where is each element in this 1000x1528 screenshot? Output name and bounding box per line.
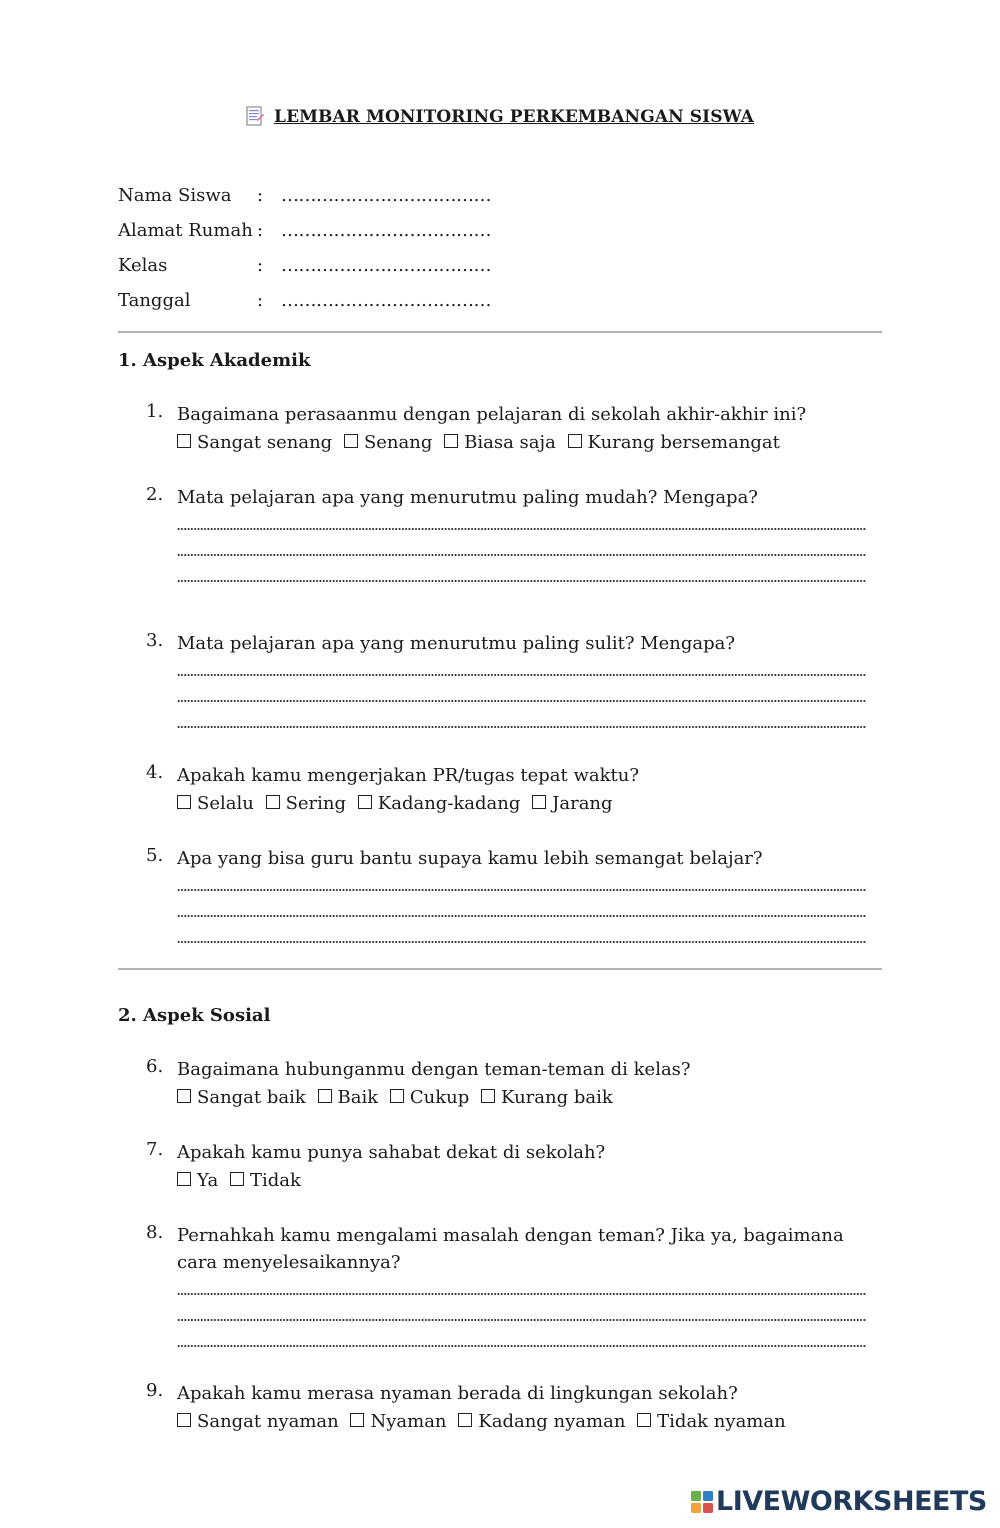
nama-siswa-field[interactable]: ……………………………… <box>281 185 491 206</box>
answer-line[interactable] <box>177 657 867 683</box>
answer-line[interactable] <box>177 1302 867 1328</box>
document-title <box>0 106 1000 127</box>
answer-line[interactable] <box>177 898 867 924</box>
memo-icon <box>246 106 264 126</box>
checkbox[interactable] <box>230 1172 244 1186</box>
info-row-nama <box>118 178 491 213</box>
option-label: Kadang-kadang <box>377 793 521 814</box>
question-2 <box>146 484 886 589</box>
question-text: Bagaimana hubunganmu dengan teman-teman di kelas? <box>177 1059 691 1080</box>
option-label: Sangat nyaman <box>197 1411 339 1432</box>
answer-options <box>177 789 886 819</box>
answer-line[interactable] <box>177 1328 867 1354</box>
logo-text: LIVEWORKSHEETS <box>716 1486 987 1517</box>
option-label: Kurang bersemangat <box>587 432 780 453</box>
info-colon: : <box>257 290 264 311</box>
option-label: Tidak nyaman <box>657 1411 786 1432</box>
info-label: Tanggal <box>118 290 191 311</box>
checkbox[interactable] <box>177 1413 191 1427</box>
checkbox[interactable] <box>350 1413 364 1427</box>
kelas-field[interactable]: ……………………………… <box>281 255 491 276</box>
question-number: 1. <box>146 401 164 422</box>
question-number: 5. <box>146 845 164 866</box>
checkbox[interactable] <box>177 434 191 448</box>
question-text: Mata pelajaran apa yang menurutmu paling sulit? Mengapa? <box>177 633 736 654</box>
answer-line[interactable] <box>177 709 867 735</box>
checkbox[interactable] <box>481 1089 495 1103</box>
question-text: Apakah kamu punya sahabat dekat di sekolah? <box>177 1142 606 1163</box>
info-row-tanggal <box>118 283 491 318</box>
question-text: Apakah kamu merasa nyaman berada di lingkungan sekolah? <box>177 1383 738 1404</box>
answer-options <box>177 1083 886 1113</box>
question-7 <box>146 1139 886 1196</box>
checkbox[interactable] <box>177 1089 191 1103</box>
question-4 <box>146 762 886 819</box>
answer-options <box>177 1407 886 1437</box>
option-label: Cukup <box>409 1087 470 1108</box>
question-9 <box>146 1380 886 1437</box>
question-number: 8. <box>146 1222 164 1243</box>
question-number: 6. <box>146 1056 164 1077</box>
answer-options <box>177 1166 886 1196</box>
question-text: Apakah kamu mengerjakan PR/tugas tepat waktu? <box>177 765 639 786</box>
checkbox[interactable] <box>390 1089 404 1103</box>
alamat-rumah-field[interactable]: ……………………………… <box>281 220 491 241</box>
question-6 <box>146 1056 886 1113</box>
divider <box>118 331 882 333</box>
info-label: Kelas <box>118 255 168 276</box>
question-number: 4. <box>146 762 164 783</box>
answer-line[interactable] <box>177 924 867 950</box>
checkbox[interactable] <box>266 795 280 809</box>
checkbox[interactable] <box>177 795 191 809</box>
liveworksheets-logo-icon <box>690 1490 714 1514</box>
option-label: Ya <box>197 1170 219 1191</box>
liveworksheets-logo <box>690 1486 987 1517</box>
checkbox[interactable] <box>344 434 358 448</box>
student-info <box>118 178 491 318</box>
question-8 <box>146 1222 886 1354</box>
info-row-kelas <box>118 248 491 283</box>
option-label: Sangat senang <box>197 432 333 453</box>
question-1 <box>146 401 886 458</box>
question-number: 7. <box>146 1139 164 1160</box>
checkbox[interactable] <box>444 434 458 448</box>
question-3 <box>146 630 886 735</box>
answer-line[interactable] <box>177 563 867 589</box>
info-label: Nama Siswa <box>118 185 232 206</box>
info-colon: : <box>257 255 264 276</box>
question-text: Apa yang bisa guru bantu supaya kamu lebih semangat belajar? <box>177 848 763 869</box>
question-text: Pernahkah kamu mengalami masalah dengan teman? Jika ya, bagaimana cara menyelesaikannya? <box>177 1225 844 1273</box>
section-title-sosial: 2. Aspek Sosial <box>118 1005 271 1026</box>
tanggal-field[interactable]: ……………………………… <box>281 290 491 311</box>
option-label: Senang <box>363 432 433 453</box>
checkbox[interactable] <box>458 1413 472 1427</box>
option-label: Sering <box>285 793 347 814</box>
option-label: Sangat baik <box>197 1087 306 1108</box>
divider <box>118 968 882 970</box>
option-label: Baik <box>337 1087 379 1108</box>
info-label: Alamat Rumah <box>118 220 253 241</box>
info-colon: : <box>257 220 264 241</box>
option-label: Biasa saja <box>464 432 556 453</box>
answer-line[interactable] <box>177 1276 867 1302</box>
checkbox[interactable] <box>637 1413 651 1427</box>
option-label: Kadang nyaman <box>478 1411 626 1432</box>
checkbox[interactable] <box>358 795 372 809</box>
question-text: Bagaimana perasaanmu dengan pelajaran di sekolah akhir-akhir ini? <box>177 404 807 425</box>
question-text: Mata pelajaran apa yang menurutmu paling mudah? Mengapa? <box>177 487 758 508</box>
section-title-akademik: 1. Aspek Akademik <box>118 350 311 371</box>
info-row-alamat <box>118 213 491 248</box>
answer-line[interactable] <box>177 537 867 563</box>
option-label: Jarang <box>552 793 613 814</box>
answer-line[interactable] <box>177 872 867 898</box>
question-number: 9. <box>146 1380 164 1401</box>
answer-options <box>177 428 886 458</box>
question-number: 2. <box>146 484 164 505</box>
answer-line[interactable] <box>177 511 867 537</box>
checkbox[interactable] <box>318 1089 332 1103</box>
checkbox[interactable] <box>177 1172 191 1186</box>
option-label: Nyaman <box>370 1411 447 1432</box>
document-title-text: LEMBAR MONITORING PERKEMBANGAN SISWA <box>274 107 754 127</box>
question-5 <box>146 845 886 950</box>
question-number: 3. <box>146 630 164 651</box>
checkbox[interactable] <box>532 795 546 809</box>
option-label: Tidak <box>249 1170 301 1191</box>
option-label: Kurang baik <box>501 1087 613 1108</box>
info-colon: : <box>257 185 264 206</box>
answer-line[interactable] <box>177 683 867 709</box>
checkbox[interactable] <box>568 434 582 448</box>
option-label: Selalu <box>197 793 254 814</box>
